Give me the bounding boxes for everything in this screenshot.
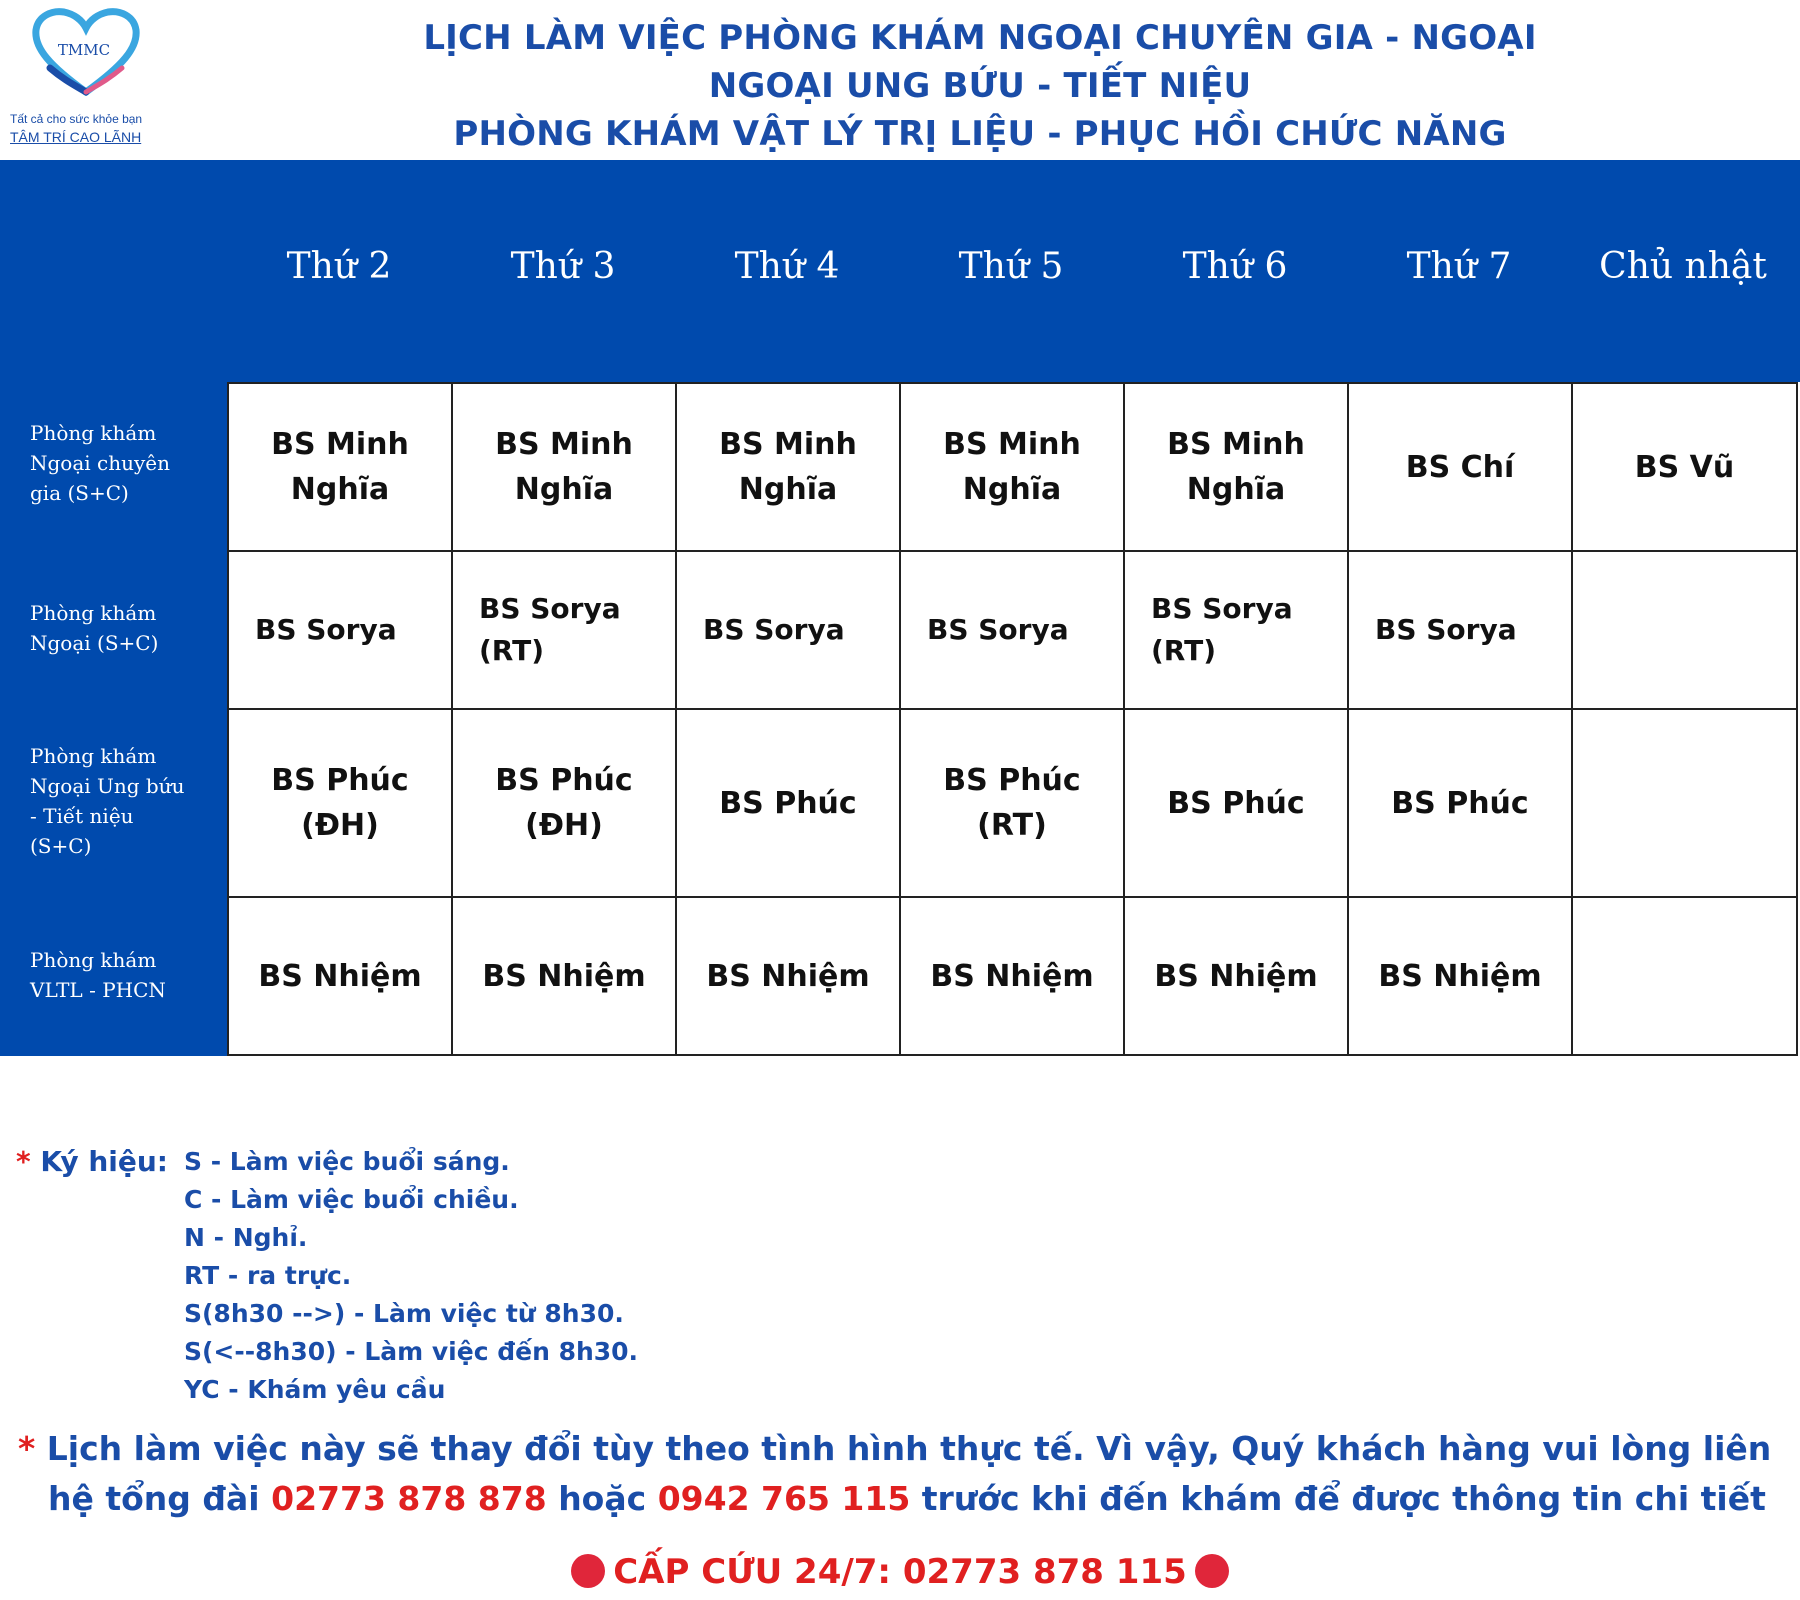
schedule-cell: BS Phúc bbox=[1167, 785, 1305, 821]
schedule-cell: BS Nhiệm bbox=[258, 958, 422, 994]
schedule-cell: BS Sorya (RT) bbox=[1151, 592, 1293, 667]
schedule-cell: BS Nhiệm bbox=[1378, 958, 1542, 994]
red-dot-icon bbox=[571, 1554, 605, 1588]
schedule-cell: BS Minh Nghĩa bbox=[271, 427, 409, 507]
legend-item: S(8h30 -->) - Làm việc từ 8h30. bbox=[184, 1299, 624, 1328]
schedule-table bbox=[227, 382, 1798, 1056]
emergency-hotline bbox=[0, 1552, 1800, 1592]
schedule-cell: BS Phúc (ĐH) bbox=[495, 763, 633, 843]
page-title bbox=[200, 14, 1760, 158]
schedule-cell: BS Chí bbox=[1405, 449, 1515, 485]
day-header-thu: Thứ 5 bbox=[958, 246, 1064, 287]
legend-item: YC - Khám yêu cầu bbox=[184, 1375, 446, 1404]
schedule-cell: BS Minh Nghĩa bbox=[719, 427, 857, 507]
schedule-cell: BS Sorya bbox=[703, 613, 845, 646]
day-header-wed: Thứ 4 bbox=[734, 246, 840, 287]
row-label-physiotherapy: Phòng khám VLTL - PHCN bbox=[30, 948, 166, 1002]
legend-item: C - Làm việc buổi chiều. bbox=[184, 1185, 519, 1214]
legend-item: RT - ra trực. bbox=[184, 1261, 352, 1290]
legend-item: S(<--8h30) - Làm việc đến 8h30. bbox=[184, 1337, 639, 1366]
day-header-tue: Thứ 3 bbox=[510, 246, 616, 287]
schedule-notice: * Lịch làm việc này sẽ thay đổi tùy theo tình hình thực tế. Vì vậy, Quý khách hàng vui lòng liên hệ tổng đài 02773 878 878 hoặc 0942 765 115 trước khi đến khám để được thông tin chi tiết bbox=[18, 1429, 1772, 1518]
schedule-cell: BS Nhiệm bbox=[706, 958, 870, 994]
schedule-cell: BS Nhiệm bbox=[482, 958, 646, 994]
emergency-text[interactable]: CẤP CỨU 24/7: 02773 878 115 bbox=[613, 1552, 1187, 1592]
schedule-cell bbox=[1573, 552, 1796, 708]
logo-abbr: TMMC bbox=[57, 41, 111, 59]
row-label-oncology-urology: Phòng khám Ngoại Ung bứu - Tiết niệu (S+C) bbox=[30, 744, 185, 858]
legend-item: N - Nghỉ. bbox=[184, 1223, 308, 1252]
schedule-cell: BS Nhiệm bbox=[930, 958, 1094, 994]
hotline-phone[interactable]: 02773 878 878 bbox=[271, 1479, 547, 1518]
schedule-cell: BS Sorya (RT) bbox=[479, 592, 621, 667]
schedule-cell: BS Phúc bbox=[719, 785, 857, 821]
schedule-cell: BS Sorya bbox=[927, 613, 1069, 646]
day-header-fri: Thứ 6 bbox=[1182, 246, 1288, 287]
schedule-cell: BS Sorya bbox=[255, 613, 397, 646]
logo-tagline: Tất cả cho sức khỏe bạn bbox=[10, 112, 143, 126]
row-label-expert-surgery: Phòng khám Ngoại chuyên gia (S+C) bbox=[30, 421, 170, 505]
day-header-sat: Thứ 7 bbox=[1406, 246, 1512, 287]
schedule-cell: BS Minh Nghĩa bbox=[1167, 427, 1305, 507]
row-label-surgery: Phòng khám Ngoại (S+C) bbox=[30, 601, 159, 655]
title-line-1: LỊCH LÀM VIỆC PHÒNG KHÁM NGOẠI CHUYÊN GIA - NGOẠI bbox=[423, 18, 1537, 58]
schedule-cell bbox=[1573, 898, 1796, 1054]
schedule-cell: BS Minh Nghĩa bbox=[943, 427, 1081, 507]
title-line-3: PHÒNG KHÁM VẬT LÝ TRỊ LIỆU - PHỤC HỒI CHỨC NĂNG bbox=[453, 114, 1507, 154]
red-dot-icon bbox=[1195, 1554, 1229, 1588]
schedule-cell: BS Phúc (ĐH) bbox=[271, 763, 409, 843]
legend-item: S - Làm việc buổi sáng. bbox=[184, 1147, 510, 1176]
clinic-logo bbox=[10, 8, 160, 143]
day-header-mon: Thứ 2 bbox=[286, 246, 392, 287]
logo-name: TÂM TRÍ CAO LÃNH bbox=[10, 129, 142, 145]
schedule-cell: BS Vũ bbox=[1634, 449, 1735, 485]
schedule-cell bbox=[1573, 710, 1796, 896]
schedule-cell: BS Minh Nghĩa bbox=[495, 427, 633, 507]
legend-title: * Ký hiệu: bbox=[16, 1145, 168, 1178]
schedule-cell: BS Nhiệm bbox=[1154, 958, 1318, 994]
mobile-phone[interactable]: 0942 765 115 bbox=[657, 1479, 911, 1518]
schedule-cell: BS Sorya bbox=[1375, 613, 1517, 646]
schedule-cell: BS Phúc bbox=[1391, 785, 1529, 821]
schedule-cell: BS Phúc (RT) bbox=[943, 763, 1081, 843]
title-line-2: NGOẠI UNG BỨU - TIẾT NIỆU bbox=[708, 66, 1252, 106]
day-header-sun: Chủ nhật bbox=[1599, 246, 1767, 287]
